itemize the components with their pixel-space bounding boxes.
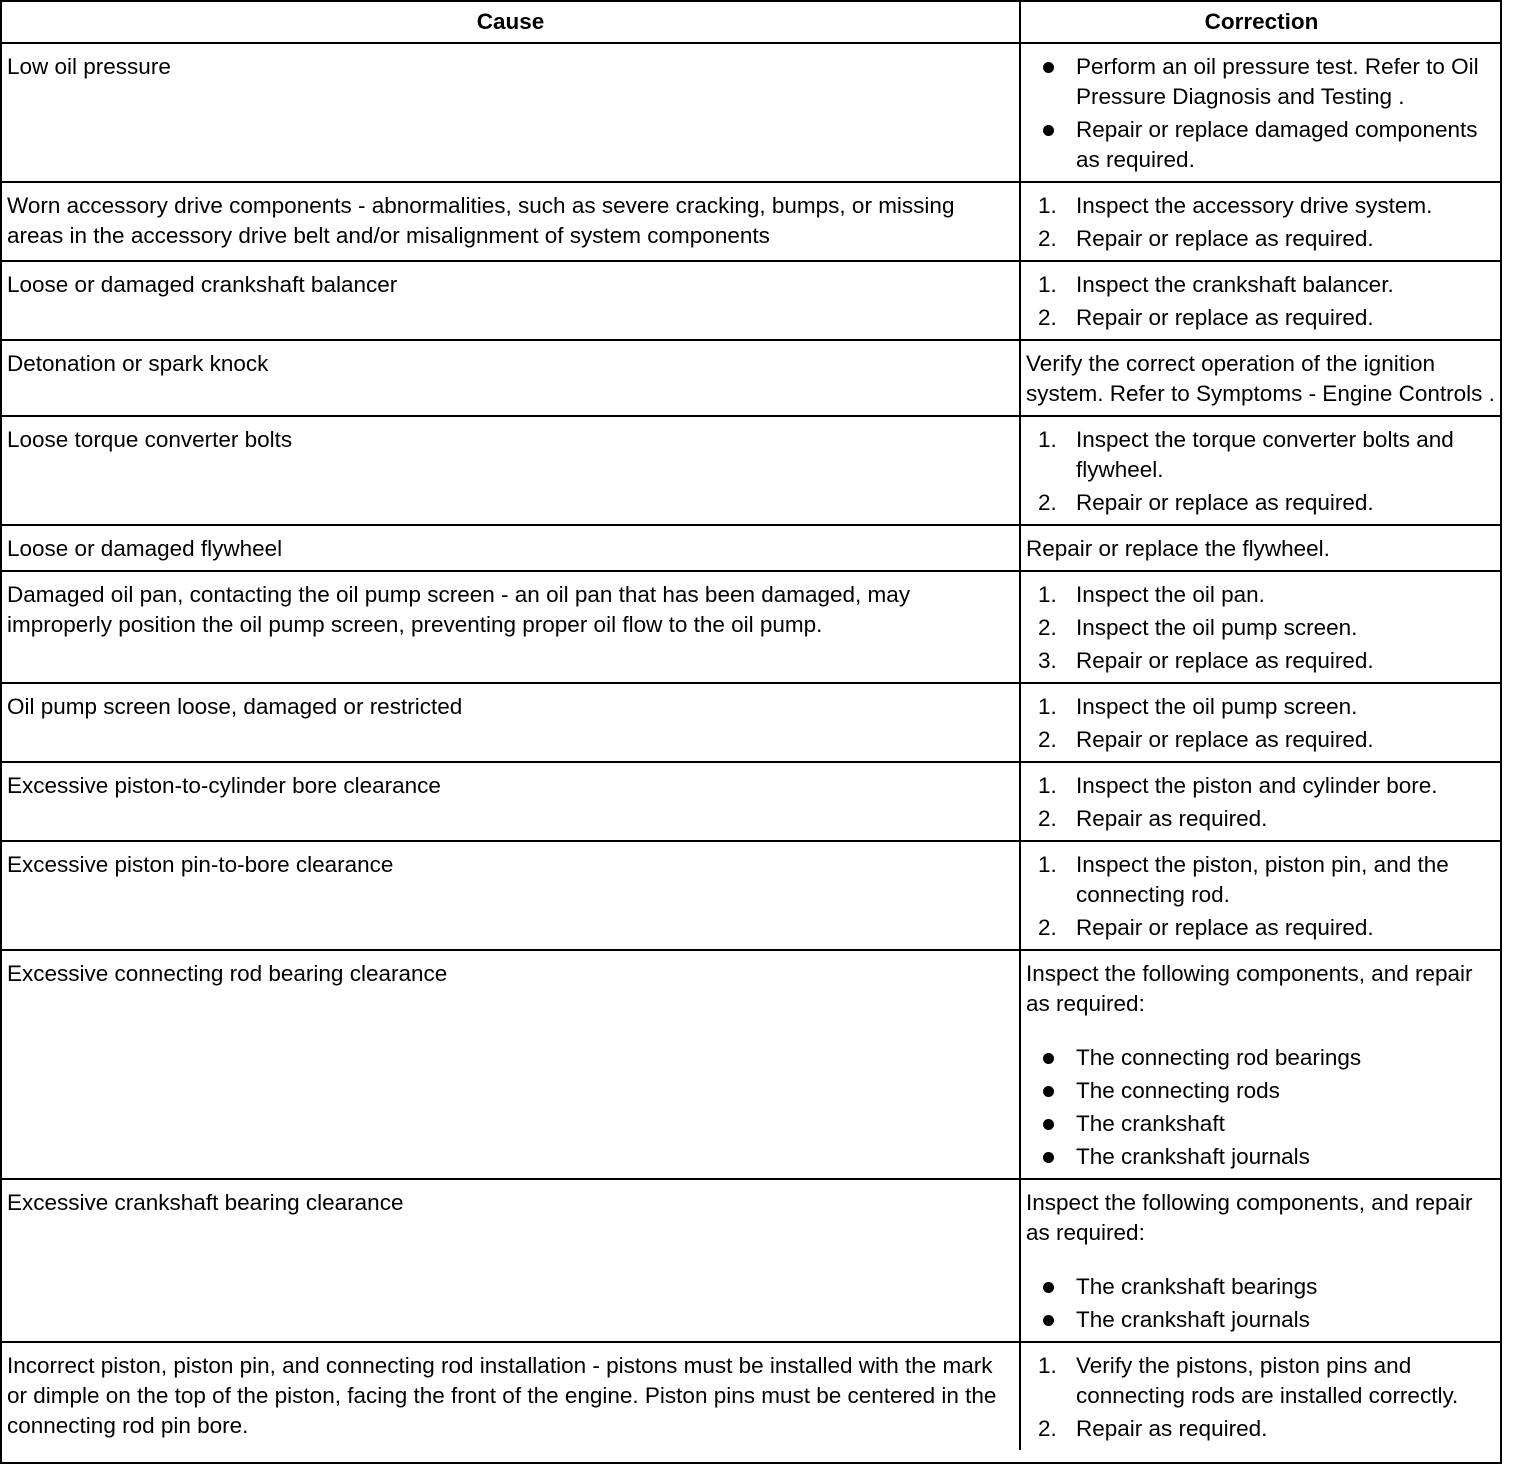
bullet-list — [1026, 52, 1497, 175]
list-item — [1026, 804, 1497, 834]
list-item-text: Inspect the crankshaft balancer. — [1076, 272, 1394, 297]
list-item — [1026, 115, 1497, 175]
step-number: 2. — [1038, 915, 1057, 940]
list-item — [1026, 1272, 1497, 1302]
list-item-text: Inspect the accessory drive system. — [1076, 193, 1433, 218]
list-item-text: The crankshaft journals — [1076, 1144, 1310, 1169]
bullet-list — [1026, 1272, 1497, 1335]
correction-text: Repair or replace the flywheel. — [1026, 536, 1330, 561]
list-item-text: The connecting rods — [1076, 1078, 1280, 1103]
list-item-text: Inspect the oil pump screen. — [1076, 615, 1358, 640]
list-item — [1026, 425, 1497, 485]
table-row — [2, 1342, 1502, 1450]
correction-cell — [1020, 182, 1502, 261]
table-body — [2, 43, 1502, 1450]
list-item — [1026, 191, 1497, 221]
list-item — [1026, 303, 1497, 333]
list-item-text: Repair as required. — [1076, 806, 1268, 831]
list-item — [1026, 488, 1497, 518]
correction-cell — [1020, 525, 1502, 571]
step-number: 2. — [1038, 226, 1057, 251]
step-number: 1. — [1038, 694, 1057, 719]
correction-cell — [1020, 261, 1502, 340]
correction-text: Verify the correct operation of the ignition system. Refer to Symptoms - Engine Controls . — [1026, 351, 1495, 406]
step-number: 1. — [1038, 427, 1057, 452]
correction-column-header: Correction — [1020, 2, 1502, 43]
list-item — [1026, 270, 1497, 300]
correction-cell — [1020, 416, 1502, 525]
cause-cell: Loose or damaged flywheel — [2, 525, 1020, 571]
list-item-text: The crankshaft — [1076, 1111, 1225, 1136]
bullet-icon — [1043, 62, 1054, 73]
step-number: 2. — [1038, 806, 1057, 831]
list-item — [1026, 613, 1497, 643]
numbered-list — [1026, 580, 1497, 676]
cause-cell: Loose torque converter bolts — [2, 416, 1020, 525]
step-number: 2. — [1038, 615, 1057, 640]
cause-cell: Low oil pressure — [2, 43, 1020, 182]
table-row — [2, 43, 1502, 182]
table-row — [2, 841, 1502, 950]
step-number: 1. — [1038, 582, 1057, 607]
cause-cell: Incorrect piston, piston pin, and connecting rod installation - pistons must be installed with the mark or dimple on the top of the piston, facing the front of the engine. Piston pins must be centered in the connecting rod pin bore. — [2, 1342, 1020, 1450]
cause-cell: Excessive crankshaft bearing clearance — [2, 1179, 1020, 1342]
list-item-text: Repair or replace as required. — [1076, 727, 1374, 752]
table-row — [2, 950, 1502, 1179]
correction-cell — [1020, 43, 1502, 182]
list-item — [1026, 1109, 1497, 1139]
list-item — [1026, 580, 1497, 610]
list-item-text: Inspect the oil pump screen. — [1076, 694, 1358, 719]
list-item — [1026, 1305, 1497, 1335]
cause-cell: Excessive connecting rod bearing clearance — [2, 950, 1020, 1179]
cause-column-header: Cause — [2, 2, 1020, 43]
table-row — [2, 261, 1502, 340]
list-item — [1026, 771, 1497, 801]
list-item — [1026, 224, 1497, 254]
list-item-text: Inspect the torque converter bolts and flywheel. — [1076, 427, 1454, 482]
step-number: 1. — [1038, 1353, 1057, 1378]
step-number: 3. — [1038, 648, 1057, 673]
list-item-text: Repair or replace as required. — [1076, 915, 1374, 940]
list-item-text: Repair as required. — [1076, 1416, 1268, 1441]
correction-cell — [1020, 1179, 1502, 1342]
list-item-text: Repair or replace as required. — [1076, 648, 1374, 673]
correction-cell — [1020, 841, 1502, 950]
table-row — [2, 762, 1502, 841]
table-row — [2, 182, 1502, 261]
list-item — [1026, 1351, 1497, 1411]
list-item — [1026, 913, 1497, 943]
table-row — [2, 340, 1502, 416]
correction-text: Inspect the following components, and repair as required: — [1026, 1190, 1473, 1245]
step-number: 1. — [1038, 193, 1057, 218]
cause-cell: Detonation or spark knock — [2, 340, 1020, 416]
correction-cell — [1020, 683, 1502, 762]
step-number: 2. — [1038, 305, 1057, 330]
list-item — [1026, 850, 1497, 910]
cause-cell: Worn accessory drive components - abnormalities, such as severe cracking, bumps, or missing areas in the accessory drive belt and/or misalignment of system components — [2, 182, 1020, 261]
table-row — [2, 416, 1502, 525]
table-row — [2, 1179, 1502, 1342]
list-item — [1026, 1142, 1497, 1172]
bullet-icon — [1043, 1315, 1054, 1326]
list-item-text: The crankshaft bearings — [1076, 1274, 1318, 1299]
list-item-text: Perform an oil pressure test. Refer to Oil Pressure Diagnosis and Testing . — [1076, 54, 1479, 109]
correction-cell — [1020, 571, 1502, 683]
cause-cell: Oil pump screen loose, damaged or restricted — [2, 683, 1020, 762]
numbered-list — [1026, 270, 1497, 333]
correction-cell — [1020, 762, 1502, 841]
list-item-text: Repair or replace as required. — [1076, 490, 1374, 515]
cause-correction-table — [2, 2, 1502, 1450]
bullet-icon — [1043, 1086, 1054, 1097]
correction-text: Inspect the following components, and repair as required: — [1026, 961, 1473, 1016]
correction-cell — [1020, 950, 1502, 1179]
list-item-text: Verify the pistons, piston pins and connecting rods are installed correctly. — [1076, 1353, 1459, 1408]
cause-cell: Excessive piston pin-to-bore clearance — [2, 841, 1020, 950]
list-item-text: Inspect the oil pan. — [1076, 582, 1265, 607]
step-number: 2. — [1038, 490, 1057, 515]
list-item-text: The crankshaft journals — [1076, 1307, 1310, 1332]
bullet-icon — [1043, 1282, 1054, 1293]
bullet-list — [1026, 1043, 1497, 1172]
numbered-list — [1026, 692, 1497, 755]
bullet-icon — [1043, 1119, 1054, 1130]
step-number: 1. — [1038, 852, 1057, 877]
list-item-text: Inspect the piston and cylinder bore. — [1076, 773, 1438, 798]
table-row — [2, 571, 1502, 683]
table-row — [2, 525, 1502, 571]
cause-cell: Damaged oil pan, contacting the oil pump screen - an oil pan that has been damaged, may improperly position the oil pump screen, preventing proper oil flow to the oil pump. — [2, 571, 1020, 683]
list-item-text: Repair or replace as required. — [1076, 305, 1374, 330]
list-item-text: Inspect the piston, piston pin, and the connecting rod. — [1076, 852, 1449, 907]
bullet-icon — [1043, 1053, 1054, 1064]
numbered-list — [1026, 425, 1497, 518]
step-number: 1. — [1038, 773, 1057, 798]
correction-cell — [1020, 1342, 1502, 1450]
step-number: 2. — [1038, 727, 1057, 752]
list-item — [1026, 646, 1497, 676]
header-row — [2, 2, 1502, 43]
list-item — [1026, 1076, 1497, 1106]
bullet-icon — [1043, 125, 1054, 136]
cause-cell: Loose or damaged crankshaft balancer — [2, 261, 1020, 340]
correction-cell — [1020, 340, 1502, 416]
list-item — [1026, 1043, 1497, 1073]
list-item-text: Repair or replace as required. — [1076, 226, 1374, 251]
list-item-text: The connecting rod bearings — [1076, 1045, 1362, 1070]
numbered-list — [1026, 771, 1497, 834]
step-number: 1. — [1038, 272, 1057, 297]
numbered-list — [1026, 850, 1497, 943]
list-item — [1026, 692, 1497, 722]
bullet-icon — [1043, 1152, 1054, 1163]
list-item — [1026, 725, 1497, 755]
step-number: 2. — [1038, 1416, 1057, 1441]
table-row — [2, 683, 1502, 762]
list-item — [1026, 1414, 1497, 1444]
numbered-list — [1026, 191, 1497, 254]
numbered-list — [1026, 1351, 1497, 1444]
list-item-text: Repair or replace damaged components as required. — [1076, 117, 1478, 172]
list-item — [1026, 52, 1497, 112]
cause-cell: Excessive piston-to-cylinder bore clearance — [2, 762, 1020, 841]
